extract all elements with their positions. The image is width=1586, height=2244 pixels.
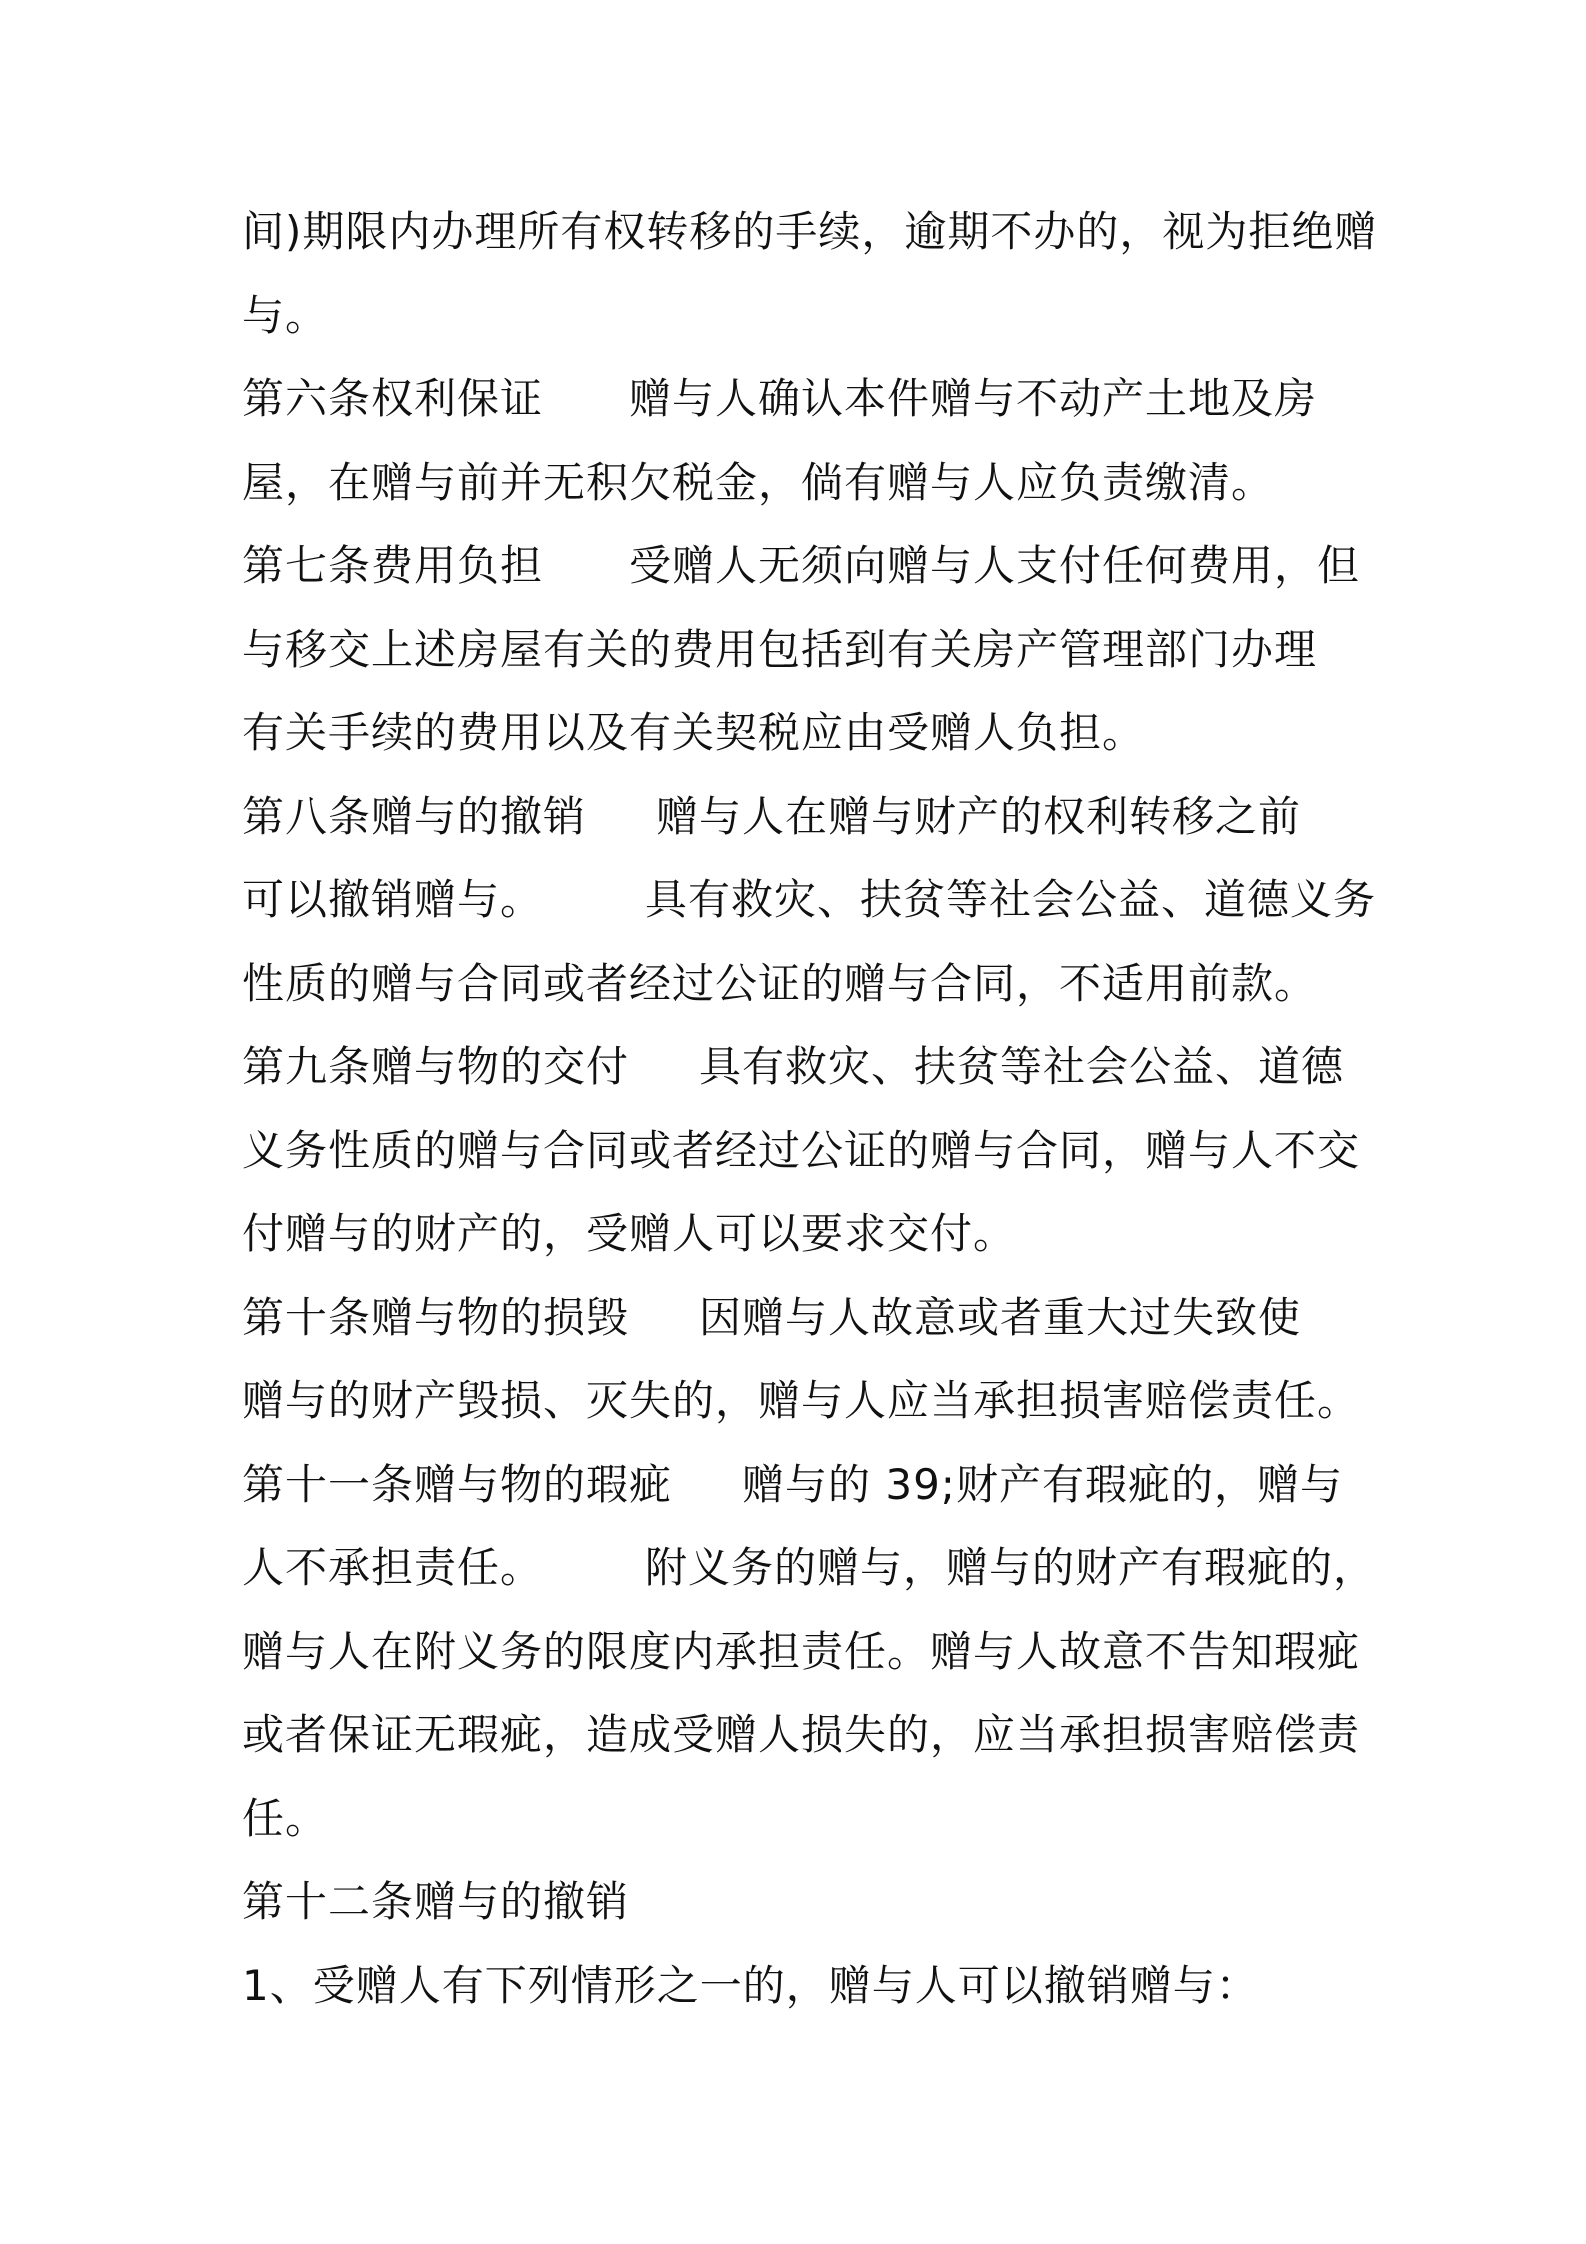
- article-11-line: [242, 1443, 1352, 1527]
- line-text: 具有救灾、扶贫等社会公益、道德: [699, 1042, 1345, 1091]
- line-text: 因赠与人故意或者重大过失致使: [699, 1292, 1302, 1342]
- line-text: 1、受赠人有下列情形之一的，赠与人可以撤销赠与：: [242, 1960, 1259, 2010]
- article-heading: 第十条赠与物的损毁: [242, 1292, 630, 1342]
- text-line: [242, 858, 1377, 942]
- line-text: 与移交上述房屋有关的费用包括到有关房产管理部门办理: [242, 624, 1318, 674]
- article-heading: 第七条费用负担: [242, 541, 544, 590]
- line-text: 任。: [242, 1793, 329, 1843]
- text-line: [242, 691, 1352, 775]
- text-line: [242, 1109, 1361, 1193]
- line-text: 间)期限内办理所有权转移的手续，逾期不办的，视为拒绝赠: [242, 207, 1378, 256]
- text-line: [242, 1526, 1377, 1610]
- line-text: 性质的赠与合同或者经过公证的赠与合同，不适用前款。: [242, 958, 1318, 1008]
- text-line: [242, 1777, 1352, 1861]
- article-6-line: [242, 357, 1352, 441]
- line-text: 可以撤销赠与。: [242, 875, 544, 924]
- line-text: 赠与人确认本件赠与不动产土地及房: [629, 374, 1318, 423]
- list-item: [242, 1944, 1352, 2028]
- article-8-line: [242, 775, 1352, 859]
- line-text: 具有救灾、扶贫等社会公益、道德义务: [645, 875, 1377, 924]
- line-text: 屋，在赠与前并无积欠税金，倘有赠与人应负责缴清。: [242, 457, 1275, 507]
- article-7-line: [242, 524, 1361, 608]
- line-text: 与。: [242, 290, 329, 340]
- line-text: 赠与人在赠与财产的权利转移之前: [656, 791, 1302, 841]
- line-text: 人不承担责任。: [242, 1543, 544, 1592]
- text-line: [242, 1610, 1361, 1694]
- article-heading: 第八条赠与的撤销: [242, 791, 587, 841]
- text-line: [242, 608, 1352, 692]
- text-line: [242, 441, 1352, 525]
- text-line: [242, 942, 1352, 1026]
- line-text: 义务性质的赠与合同或者经过公证的赠与合同，赠与人不交: [242, 1125, 1361, 1175]
- line-text: 赠与的 39;财产有瑕疵的，赠与: [742, 1459, 1343, 1509]
- text-line: [242, 1192, 1352, 1276]
- article-heading: 第九条赠与物的交付: [242, 1042, 630, 1091]
- line-text: 付赠与的财产的，受赠人可以要求交付。: [242, 1209, 1017, 1258]
- text-line: [242, 1359, 1361, 1443]
- article-9-line: [242, 1025, 1352, 1109]
- line-text: 附义务的赠与，赠与的财产有瑕疵的，: [645, 1543, 1377, 1592]
- article-10-line: [242, 1276, 1352, 1360]
- line-text: 赠与的财产毁损、灭失的，赠与人应当承担损害赔偿责任。: [242, 1376, 1361, 1425]
- article-heading: 第十二条赠与的撤销: [242, 1877, 630, 1926]
- line-text: 或者保证无瑕疵，造成受赠人损失的，应当承担损害赔偿责: [242, 1710, 1361, 1759]
- article-heading: 第六条权利保证: [242, 374, 544, 423]
- article-12-heading: [242, 1860, 1352, 1944]
- text-line: [242, 1693, 1361, 1777]
- line-text: 赠与人在附义务的限度内承担责任。赠与人故意不告知瑕疵: [242, 1626, 1361, 1676]
- text-line: [242, 274, 1352, 358]
- document-body: [242, 190, 1378, 2027]
- text-line: [242, 190, 1378, 274]
- line-text: 有关手续的费用以及有关契税应由受赠人负担。: [242, 708, 1146, 757]
- article-heading: 第十一条赠与物的瑕疵: [242, 1459, 673, 1509]
- line-text: 受赠人无须向赠与人支付任何费用，但: [629, 541, 1361, 590]
